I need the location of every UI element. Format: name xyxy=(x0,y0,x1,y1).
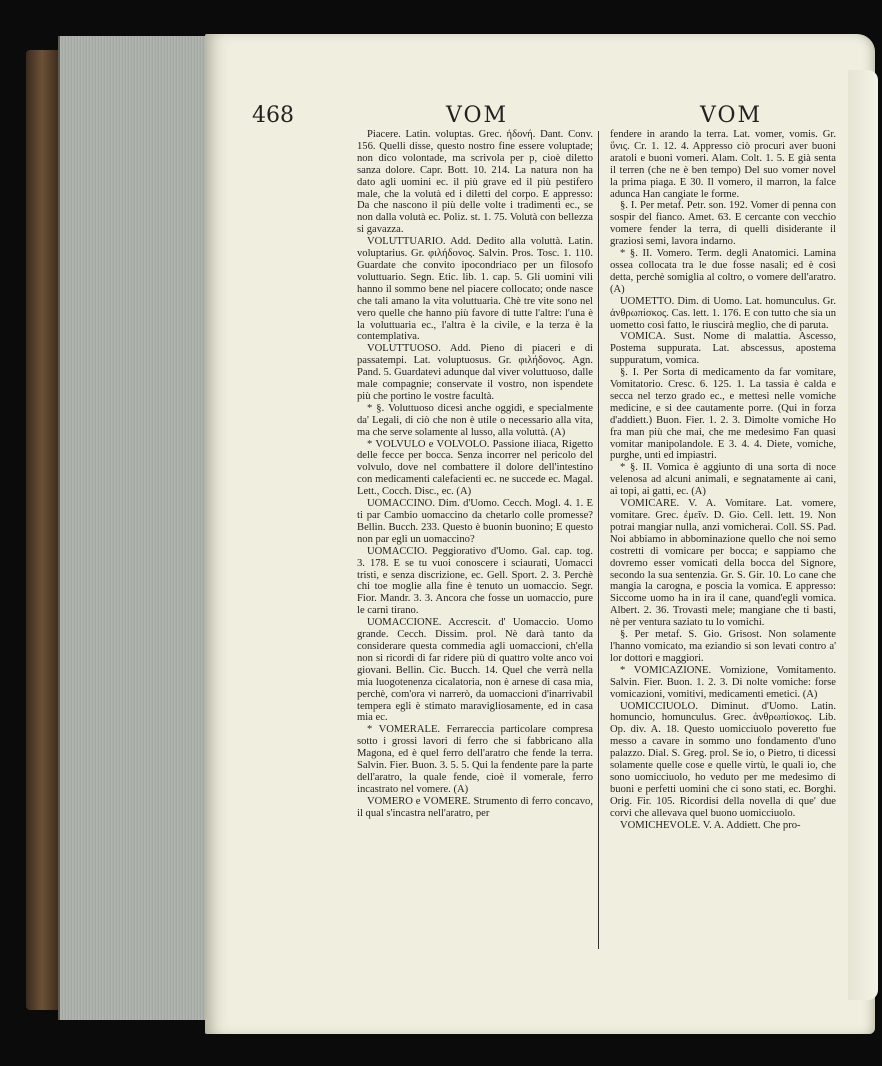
entry-paragraph: UOMACCINO. Dim. d'Uomo. Cecch. Mogl. 4. 1. E ti par Cambio uomaccino da chetarlo colle promesse? Bellin. Bucch. 233. Questo è buonin buonino; E questo non par egli un uomaccino? xyxy=(357,498,593,545)
entry-paragraph: UOMACCIO. Peggiorativo d'Uomo. Gal. cap. tog. 3. 178. E se tu vuoi conoscere i sciaurati, Uomacci tristi, e senza discrizione, ec. Gell. Sport. 2. 3. Perchè chi toe moglie alla fine è tenuto un uomaccio. Segr. Fior. Mandr. 3. 3. Ancora che fosse un uomaccio, pure le carni tirano. xyxy=(357,545,593,617)
entry-paragraph: VOLUTTUOSO. Add. Pieno di piaceri e di passatempi. Lat. voluptuosus. Gr. φιλήδονος. Agn. Pand. 5. Guardatevi adunque dal viver voluttuoso, dalle male compagnie; conservate il vostro, non ispendete più che portino le vostre facultà. xyxy=(357,343,593,402)
page-header xyxy=(250,103,830,131)
entry-paragraph: VOMICA. Sust. Nome di malattia. Ascesso, Postema suppurata. Lat. abscessus, apostema suppuratum, vomica. xyxy=(610,331,836,367)
entry-paragraph: * VOLVULO e VOLVOLO. Passione iliaca, Rigetto delle fecce per bocca. Senza incorrer nel pericolo del volvulo, dove nel combattere il dolore dell'intestino con medicamenti calefacienti ec. ne succede ec. Magal. Lett., Cocch. Disc., ec. (A) xyxy=(357,438,593,498)
column-divider xyxy=(598,131,599,949)
entry-paragraph: VOLUTTUARIO. Add. Dedito alla voluttà. Latin. voluptarius. Gr. φιλήδονος. Salvin. Pros. Tosc. 1. 110. Guardate che convito ipocondriaco per un filosofo voluttuario. Segn. Etic. lib. 1. cap. 5. Gli uomini vili hanno il sommo bene nel piacere collocato; onde nasce che tali amano la vita voluttuaria. Chè tre vite sono nel vero quelle che hanno più favore di tutte l'altre: l'una è la voluttuaria ec., l'altra è la civile, e la terza è la contemplativa. xyxy=(357,236,593,343)
entry-paragraph: §. I. Per Sorta di medicamento da far vomitare, Vomitatorio. Cresc. 6. 125. 1. La tassia è calda e secca nel terzo grado ec., e mettesi nelle vomiche medicine, e si dee cautamente porre. (Qui in forza d'addiett.) Buon. Fier. 1. 2. 3. Dimolte vomiche Ho fra man più che mai, che me medesimo Fan quasi vomitar manipolandole. E 3. 4. 4. Diete, vomiche, purghe, unti ed impiastri. xyxy=(610,367,836,462)
entry-paragraph: §. Per metaf. S. Gio. Grisost. Non solamente l'hanno vomicato, ma eziandio si son levati contro a' lor dottori e maggiori. xyxy=(610,629,836,664)
entry-paragraph: UOMACCIONE. Accrescit. d' Uomaccio. Uomo grande. Cecch. Dissim. prol. Nè darà tanto da considerare questa commedia agli uomaccioni, ch'ella non si ricordi di far ridere più di quattro volte anco voi giovani. Bellin. Cic. Bucch. 14. Quel che verrà nella mia luogotenenza cicalatoria, non è arnese di casa mia, perchè, com'ora vi narrerò, da uomaccioni d'inarrivabil tempera egli è stimato maravigliosamente, ed in casa mia ec. xyxy=(357,617,593,724)
entry-paragraph: UOMICCIUOLO. Diminut. d'Uomo. Latin. homuncio, homunculus. Grec. ἀνθρωπίσκος. Lib. Op. div. A. 18. Questo uomicciuolo poveretto fue messo a cavare in sommo uno fondamento d'uno palazzo. Dial. S. Greg. prol. Se io, o Pietro, ti dicessi solamente quelle cose e quelle virtù, le quali io, che sono uomicciuolo, ho veduto per me medesimo di buoni e perfetti uomini che ci sono stati, ec. Borghi. Orig. Fir. 105. Ricordisi della novella di que' due corvi che allevava quel buono uomicciuolo. xyxy=(610,700,836,819)
entry-paragraph: fendere in arando la terra. Lat. vomer, vomis. Gr. ὕνις. Cr. 1. 12. 4. Appresso ciò procuri aver buoni aratoli e buoni vomeri. Alam. Colt. 1. 5. E già senta il terren (che ne è ben tempo) Del suo vomer novel la prima piaga. E 30. Il vomero, il marron, la falce adunca Han cangiate le forme. xyxy=(610,129,836,200)
entry-paragraph: Piacere. Latin. voluptas. Grec. ἡδονή. Dant. Conv. 156. Quelli disse, questo nostro fine essere voluptade; non dico volontade, ma scrivola per p, cioè diletto sanza dolore. Capr. Bott. 10. 214. La natura non ha dato agli uomini ec. il più grave ed il più pestifero male, che la volutà ed i diletti del corpo. E appresso: Da che nascono il più delle volte i tradimenti ec., se non dalla volutà ec. Poliz. st. 1. 75. Volutà con bellezza si gavazza. xyxy=(357,129,593,236)
entry-paragraph: * §. Voluttuoso dicesi anche oggidì, e specialmente da' Legali, di ciò che non è utile o necessario alla vita, ma che serve solamente al lusso, alla voluttà. (A) xyxy=(357,402,593,438)
left-column xyxy=(357,129,593,949)
entry-paragraph: * VOMERALE. Ferrareccia particolare compresa sotto i grossi lavori di ferro che si fabbricano alla Magona, ed è quel ferro dell'aratro che fende la terra. Salvin. Fier. Buon. 3. 5. 5. Qui la fendente pare la parte dell'aratro, la quale fende, cioè il vomerale, ferro incastrato nel vomere. (A) xyxy=(357,724,593,795)
facing-page-edge xyxy=(848,70,878,1000)
entry-paragraph: * §. II. Vomica è aggiunto di una sorta di noce velenosa ad alcuni animali, e segnatamente ai cani, ai topi, ai gatti, ec. (A) xyxy=(610,462,836,498)
page-edges xyxy=(58,36,210,1020)
entry-paragraph: * §. II. Vomero. Term. degli Anatomici. Lamina ossea collocata tra le due fosse nasali; ed è così detta, perchè somiglia al coltro, o vomere dell'aratro. (A) xyxy=(610,248,836,295)
entry-paragraph: UOMETTO. Dim. di Uomo. Lat. homunculus. Gr. ἀνθρωπίσκος. Cas. lett. 1. 176. E con tutto che sia un uometto così fatto, le riuscirà meglio, che di paruta. xyxy=(610,295,836,331)
running-head-left: VOM xyxy=(446,103,509,128)
entry-paragraph: §. I. Per metaf. Petr. son. 192. Vomer di penna con sospir del fianco. Amet. 63. E cercante con vecchio vomere fender la terra, di quelli disiderante il graziosi semi, lavora indarno. xyxy=(610,200,836,248)
right-column xyxy=(610,129,836,949)
page-number: 468 xyxy=(252,103,294,128)
entry-paragraph: VOMERO e VOMERE. Strumento di ferro concavo, il qual s'incastra nell'aratro, per xyxy=(357,795,593,819)
entry-paragraph: * VOMICAZIONE. Vomizione, Vomitamento. Salvin. Fier. Buon. 1. 2. 3. Di nolte vomiche: forse vomicazioni, vomitivi, medicamenti emetici. (A) xyxy=(610,664,836,700)
entry-paragraph: VOMICHEVOLE. V. A. Addiett. Che pro- xyxy=(620,819,801,831)
running-head-right: VOM xyxy=(700,103,763,128)
entry-paragraph: VOMICARE. V. A. Vomitare. Lat. vomere, vomitare. Grec. ἐμεῖν. D. Gio. Cell. lett. 19. Non potrai mangiar nulla, anzi vomicherai. Coll. SS. Pad. Noi abbiamo in abbominazione quello che noi semo costretti di vomicare per bocca; e sappiamo che dovremo esser vomicati della bocca del Signore, secondo la sua sentenzia. Gr. S. Gir. 10. Lo cane che mangia la carogna, e poscia la vomica. E appresso: Siccome uomo ha in ira il cane, quand'egli vomica. Albert. 2. 36. Trovasti mele; mangiane che ti basti, nè per ventura saziato tu lo vomichi. xyxy=(610,498,836,629)
